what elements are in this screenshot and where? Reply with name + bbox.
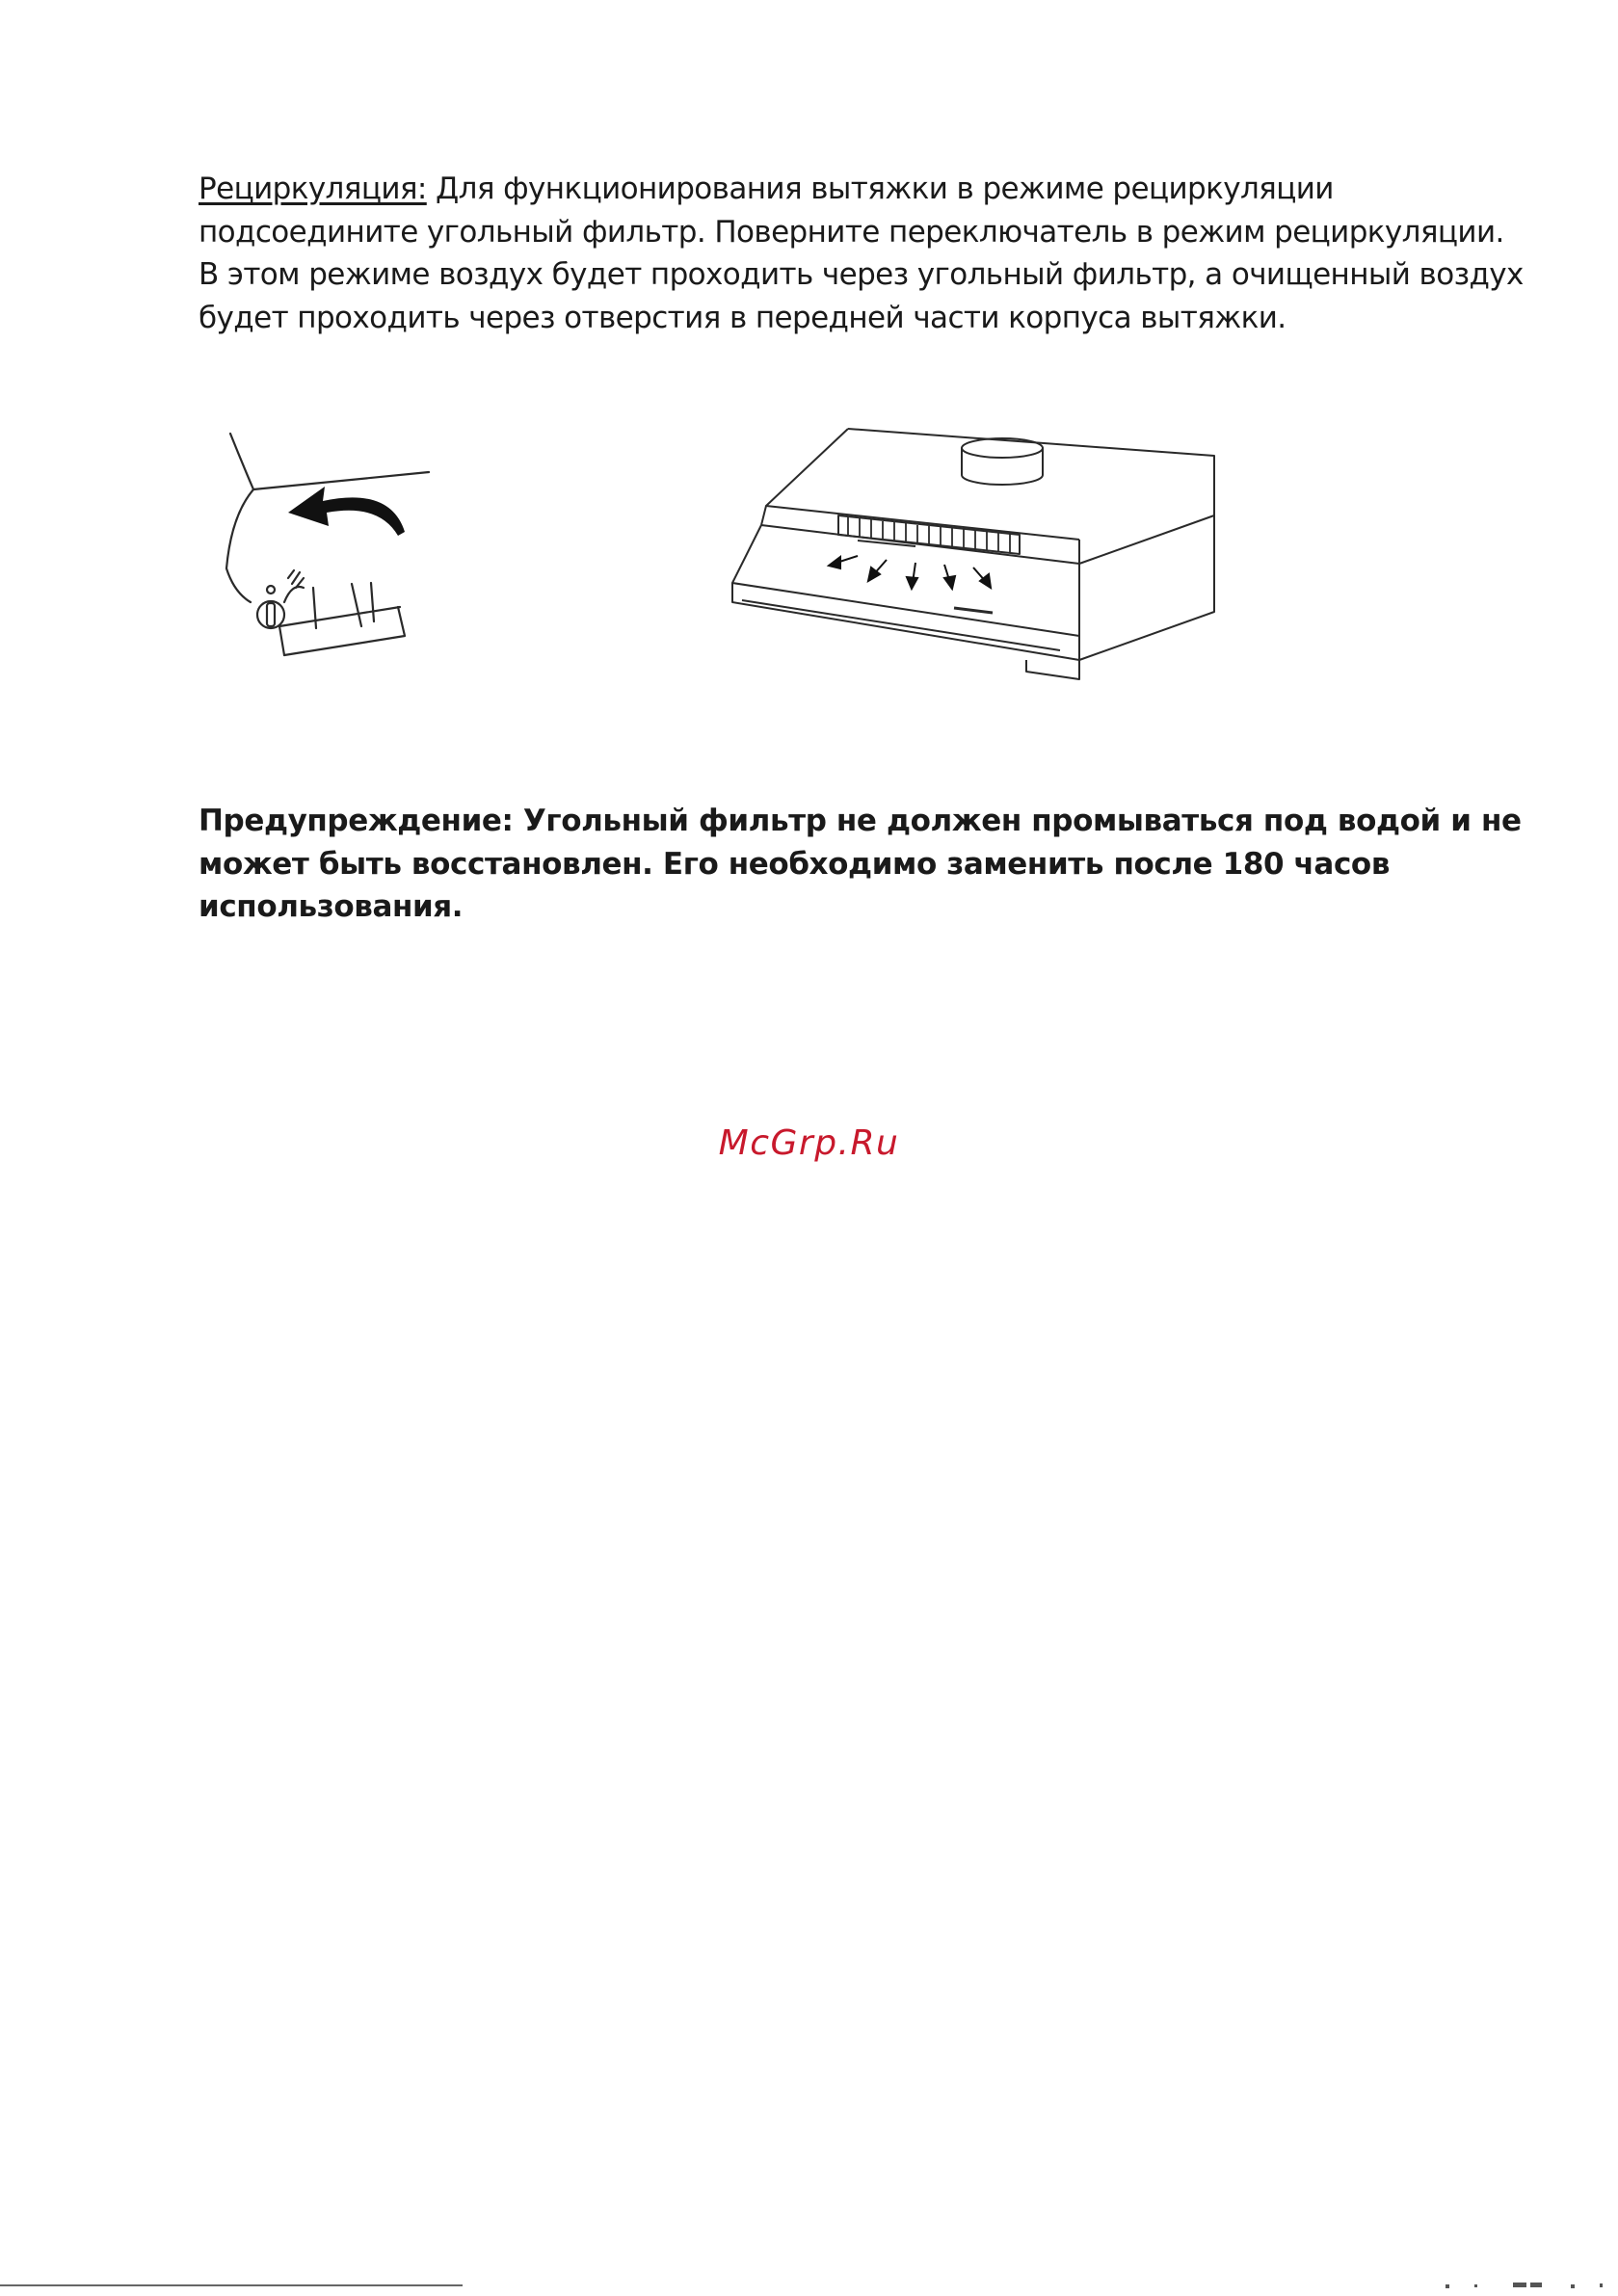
watermark: McGrp.Ru — [718, 1123, 900, 1163]
warning-paragraph: Предупреждение: Угольный фильтр не должен промываться под водой и не может быть восстановлен. Его необходимо заменить после 180 часов использования. — [199, 804, 1522, 924]
switch-illustration — [207, 424, 438, 665]
recirculation-paragraph — [199, 168, 1528, 339]
footer-rule — [0, 2284, 463, 2286]
curved-arrow-icon — [288, 487, 405, 536]
range-hood-illustration — [713, 419, 1233, 689]
footer-artifacts — [1446, 2281, 1618, 2290]
recirculation-text: Для функционирования вытяжки в режиме рециркуляции подсоедините угольный фильтр. Поверните переключатель в режим рециркуляции. В этом режиме воздух будет проходить через угольный фильтр, а очищенный воздух будет проходить через отверстия в передней части корпуса вытяжки. — [199, 172, 1524, 335]
recirculation-heading: Рециркуляция: — [199, 172, 427, 206]
airflow-arrows — [829, 556, 991, 589]
